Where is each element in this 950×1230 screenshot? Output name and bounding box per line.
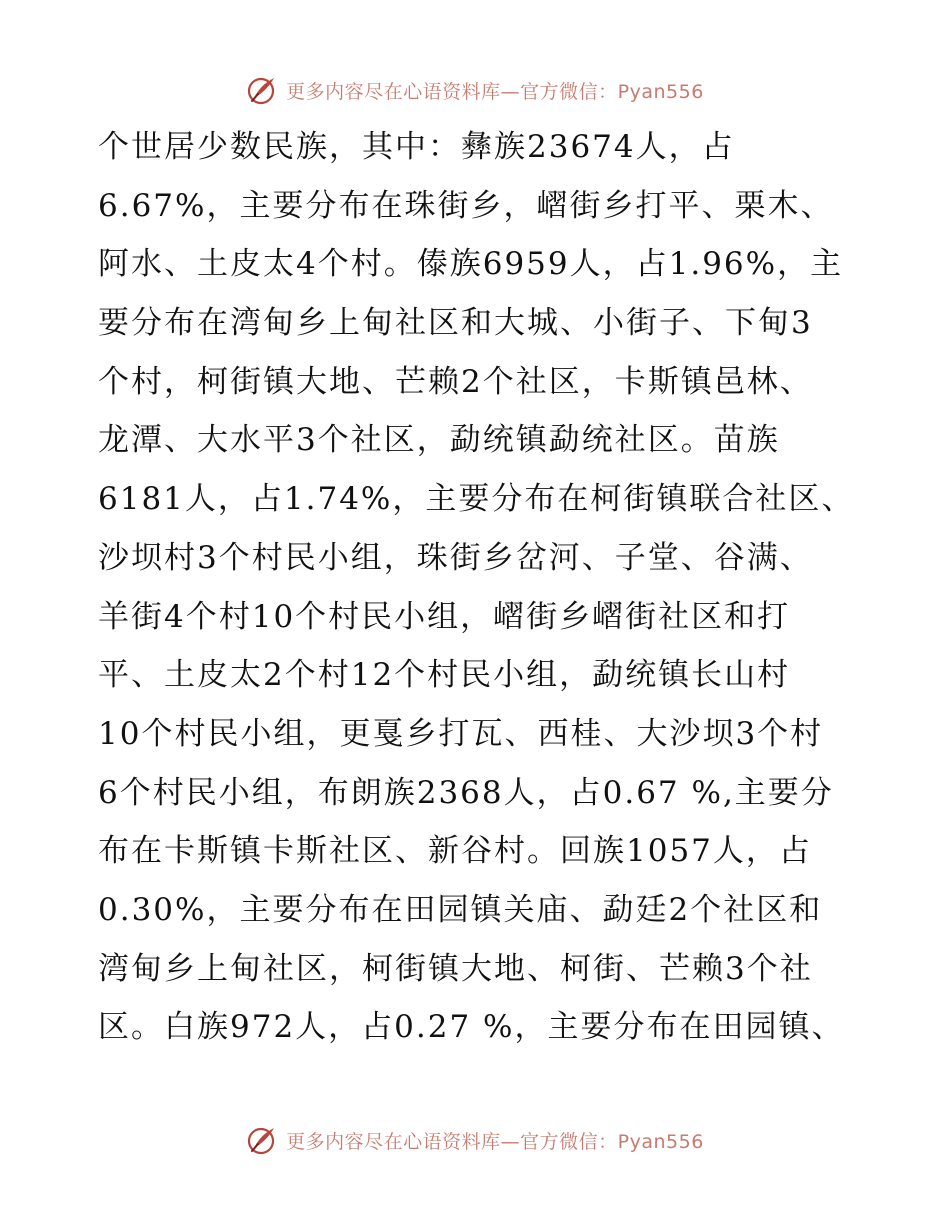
body-line: 0.30%，主要分布在田园镇关庙、勐廷2个社区和 [98,891,823,928]
document-body [98,118,858,1057]
body-line: 6.67%，主要分布在珠街乡，嶍街乡打平、栗木、 [98,187,834,224]
body-line: 6181人，占1.74%，主要分布在柯街镇联合社区、 [98,481,855,518]
body-line: 龙潭、大水平3个社区，勐统镇勐统社区。苗族 [98,422,780,459]
footer-banner-text: 更多内容尽在心语资料库—官方微信：Pyan556 [286,1130,704,1153]
body-line: 区。白族972人，占0.27 %，主要分布在田园镇、 [98,1009,845,1046]
body-line: 羊街4个村10个村民小组，嶍街乡嶍街社区和打 [98,598,791,635]
body-line: 阿水、土皮太4个村。傣族6959人，占1.96%，主 [98,246,844,283]
header-banner-text: 更多内容尽在心语资料库—官方微信：Pyan556 [286,80,704,103]
body-line: 湾甸乡上甸社区，柯街镇大地、柯街、芒赖3个社 [98,950,813,987]
body-line: 个村，柯街镇大地、芒赖2个社区，卡斯镇邑林、 [98,363,813,400]
body-line: 要分布在湾甸乡上甸社区和大城、小街子、下甸3 [98,305,813,342]
body-line: 10个村民小组，更戛乡打瓦、西桂、大沙坝3个村 [98,715,824,752]
footer-watermark-banner [0,1120,950,1160]
body-line: 布在卡斯镇卡斯社区、新谷村。回族1057人，占 [98,833,812,870]
header-watermark-banner [0,70,950,110]
feather-quill-logo-icon [246,74,278,106]
feather-quill-logo-icon [246,1124,278,1156]
body-line: 6个村民小组，布朗族2368人，占0.67 %,主要分 [98,774,834,811]
body-line: 沙坝村3个村民小组，珠街乡岔河、子堂、谷满、 [98,539,813,576]
body-line: 个世居少数民族，其中：彝族23674人，占 [98,129,735,165]
body-line: 平、土皮太2个村12个村民小组，勐统镇长山村 [98,657,791,694]
